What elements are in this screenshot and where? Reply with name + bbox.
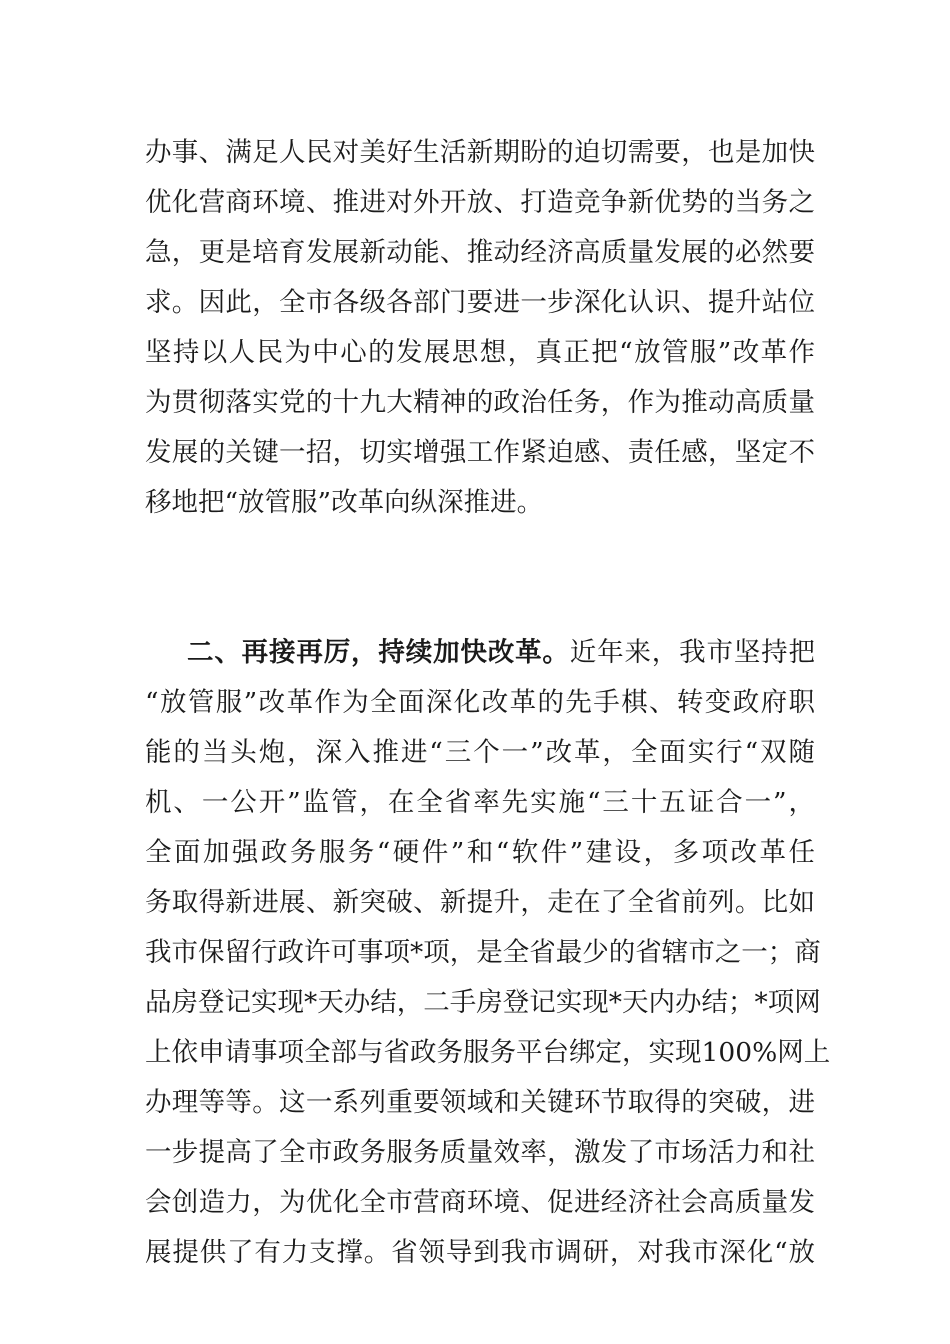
text-line: 一步提高了全市政务服务质量效率，激发了市场活力和社	[145, 1137, 815, 1168]
text-line: 办事、满足人民对美好生活新期盼的迫切需要，也是加快	[145, 137, 815, 168]
text-line: 上依申请事项全部与省政务服务平台绑定，实现100%网上	[145, 1037, 831, 1068]
text-line: 品房登记实现*天办结，二手房登记实现*天内办结；*项网	[145, 987, 821, 1018]
text-line: 发展的关键一招，切实增强工作紧迫感、责任感，坚定不	[145, 437, 815, 468]
text-line: 务取得新进展、新突破、新提升，走在了全省前列。比如	[145, 887, 815, 918]
paragraph-2-first-line	[145, 628, 815, 678]
text-line: 会创造力，为优化全市营商环境、促进经济社会高质量发	[145, 1187, 815, 1218]
text-line: 为贯彻落实党的十九大精神的政治任务，作为推动高质量	[145, 387, 815, 418]
text-run: 近年来，我市坚持把	[569, 637, 816, 668]
text-line: 展提供了有力支撑。省领导到我市调研，对我市深化“放	[145, 1237, 815, 1268]
text-line: 求。因此，全市各级各部门要进一步深化认识、提升站位	[145, 287, 815, 318]
text-line: 办理等等。这一系列重要领域和关键环节取得的突破，进	[145, 1087, 815, 1118]
paragraph-1	[145, 128, 815, 528]
paragraph-2	[145, 628, 831, 1278]
text-line: 全面加强政务服务“硬件”和“软件”建设，多项改革任	[145, 837, 815, 868]
text-line: 我市保留行政许可事项*项，是全省最少的省辖市之一；商	[145, 937, 821, 968]
text-line: 坚持以人民为中心的发展思想，真正把“放管服”改革作	[145, 337, 815, 368]
text-line: 机、一公开”监管，在全省率先实施“三十五证合一”，	[145, 787, 815, 818]
text-line: “放管服”改革作为全面深化改革的先手棋、转变政府职	[145, 687, 815, 718]
text-line: 移地把“放管服”改革向纵深推进。	[145, 487, 544, 518]
text-line: 急，更是培育发展新动能、推动经济高质量发展的必然要	[145, 237, 815, 268]
section-heading: 二、再接再厉，持续加快改革。	[187, 637, 570, 668]
text-line: 优化营商环境、推进对外开放、打造竞争新优势的当务之	[145, 187, 815, 218]
text-line: 能的当头炮，深入推进“三个一”改革，全面实行“双随	[145, 737, 815, 768]
